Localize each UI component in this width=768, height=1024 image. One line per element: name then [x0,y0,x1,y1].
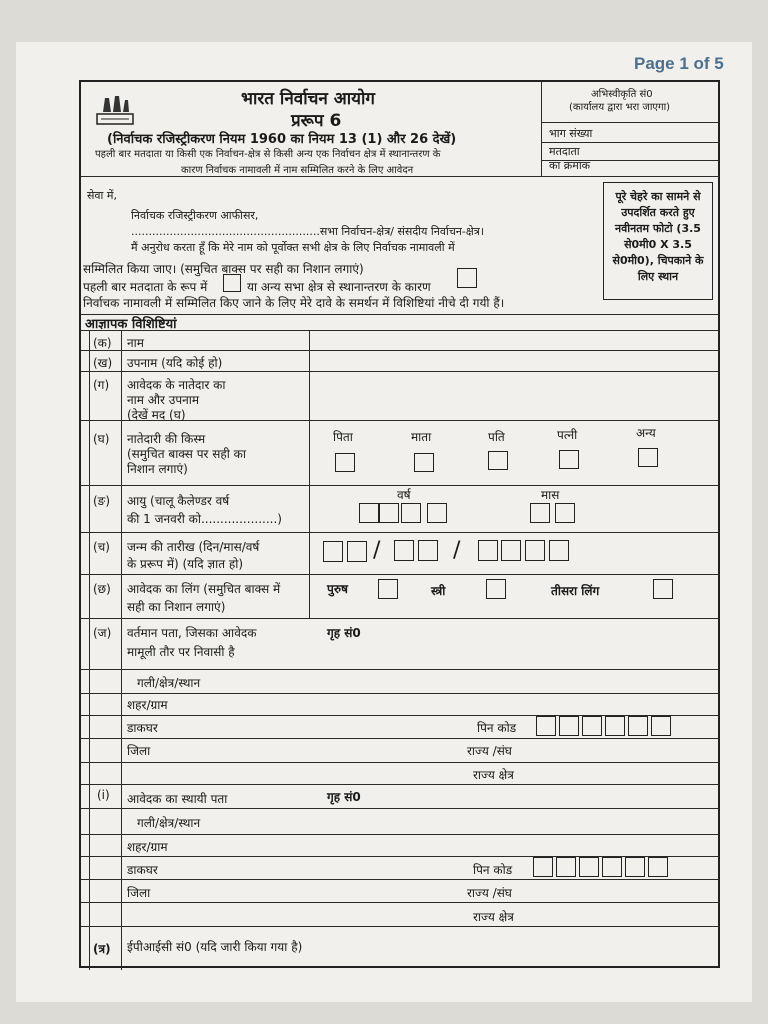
age-months-digit-1[interactable] [530,503,550,523]
page-number: Page 1 of 5 [634,54,724,73]
name-label: नाम [127,336,144,350]
permanent-town-label: शहर/ग्राम [127,840,168,854]
eci-logo-icon [93,92,137,128]
present-pin-digit-1[interactable] [536,716,556,736]
relation-wife-label: पत्नी [557,428,578,442]
relative-name-label-3: (देखें मद (घ) [127,408,186,422]
permanent-state-area-label: राज्य क्षेत्र [473,910,514,924]
permanent-pin-digit-5[interactable] [625,857,645,877]
age-label-2: की 1 जनवरी को....................) [127,512,282,526]
purpose-line-1: पहली बार मतदाता या किसी एक निर्वाचन-क्षेत्र से किसी अन्य एक निर्वाचन क्षेत्र में स्थानान्तरण के [95,149,441,160]
dob-separator-2: / [453,538,461,563]
request-line: मैं अनुरोध करता हूँ कि मेरे नाम को पूर्वोक्त सभी क्षेत्र के लिए निर्वाचक नामावली में [131,241,455,254]
present-district-label: जिला [127,744,151,758]
dob-day-digit-1[interactable] [323,541,343,562]
officer-line: निर्वाचक रजिस्ट्रीकरण आफीसर, [131,209,259,222]
present-street-label: गली/क्षेत्र/स्थान [137,676,201,690]
field-code-chha: (छ) [93,582,111,596]
gender-male-checkbox[interactable] [378,579,398,599]
dob-label-1: जन्म की तारीख (दिन/मास/वर्ष [127,540,260,554]
relative-name-label-1: आवेदक के नातेदार का [127,378,226,392]
gender-label-1: आवेदक का लिंग (समुचित बाक्स में [127,582,281,596]
form-number: प्ररूप 6 [291,111,342,131]
field-code-tra: (त्र) [93,942,111,956]
surname-input[interactable] [313,353,717,369]
rules-reference: (निर्वाचक रजिस्ट्रीकरण नियम 1960 का नियम 13 (1) और 26 देखें) [107,132,457,147]
present-post-office-label: डाकघर [127,721,158,735]
photo-placeholder: पूरे चेहरे का सामने से उपदर्शित करते हुए नवीनतम फोटो (3.5 से0मी0 X 3.5 से0मी0), चिपकाने के लिए स्थान [603,182,713,300]
transfer-label: या अन्य सभा क्षेत्र से स्थानान्तरण के कारण [247,280,431,294]
relative-name-label-2: नाम और उपनाम [127,393,200,407]
permanent-pin-digit-4[interactable] [602,857,622,877]
present-pin-digit-6[interactable] [651,716,671,736]
dob-label-2: के प्ररूप में) (यदि ज्ञात हो) [127,557,244,571]
present-town-label: शहर/ग्राम [127,698,168,712]
relation-husband-checkbox[interactable] [488,451,508,470]
salutation: सेवा में, [87,189,117,202]
dob-day-digit-2[interactable] [347,541,367,562]
age-years-digit-3[interactable] [401,503,421,523]
dob-year-digit-4[interactable] [549,540,569,561]
form-6 [79,80,720,968]
relation-type-label-2: (समुचित बाक्स पर सही का [127,447,246,461]
permanent-state-label: राज्य /संघ [467,886,512,900]
purpose-line-2: कारण निर्वाचक नामावली में नाम सम्मिलित करने के लिए आवेदन [181,165,414,176]
relation-father-checkbox[interactable] [335,453,355,472]
present-state-area-label: राज्य क्षेत्र [473,768,514,782]
dob-month-digit-1[interactable] [394,540,414,561]
first-time-label: पहली बार मतदाता के रूप में [83,280,208,294]
permanent-address-label: आवेदक का स्थायी पता [127,792,228,806]
age-months-label: मास [541,488,560,502]
present-address-label-1: वर्तमान पता, जिसका आवेदक [127,626,257,640]
transfer-checkbox[interactable] [457,268,477,288]
relation-husband-label: पति [488,430,505,444]
relation-mother-label: माता [411,430,432,444]
name-input[interactable] [313,332,717,348]
include-line: सम्मिलित किया जाए। (समुचित बाक्स पर सही का निशान लगाएं) [83,262,364,276]
permanent-street-label: गली/क्षेत्र/स्थान [137,816,201,830]
section-title: आज्ञापक विशिष्टियां [85,317,177,332]
relation-other-checkbox[interactable] [638,448,658,467]
present-pin-label: पिन कोड [477,721,517,735]
field-code-ja: (ज) [93,626,112,640]
permanent-district-label: जिला [127,886,151,900]
epic-label: ईपीआईसी सं0 (यदि जारी किया गया है) [127,940,303,954]
claim-line: निर्वाचक नामावली में सम्मिलित किए जाने के लिए मेरे दावे के समर्थन में विशिष्टियां नीचे दी गयी हैं। [83,296,505,310]
field-code-i: (i) [97,788,110,802]
field-code-kha: (ख) [93,356,113,370]
age-years-label: वर्ष [397,488,411,502]
permanent-house-label: गृह सं0 [327,790,361,804]
voter-serial-label-1: मतदाता [549,145,580,158]
relation-mother-checkbox[interactable] [414,453,434,472]
field-code-gha: (घ) [93,432,110,446]
relation-other-label: अन्य [636,426,656,440]
first-time-voter-checkbox[interactable] [223,274,241,292]
gender-third-label: तीसरा लिंग [551,584,600,598]
ack-number-label: अभिस्वीकृति सं0 [591,89,653,100]
permanent-pin-digit-6[interactable] [648,857,668,877]
present-pin-digit-2[interactable] [559,716,579,736]
present-state-label: राज्य /संघ [467,744,512,758]
epic-input[interactable] [321,932,717,964]
gender-third-checkbox[interactable] [653,579,673,599]
dob-separator-1: / [373,538,381,563]
age-years-digit-4[interactable] [427,503,447,523]
dob-year-digit-2[interactable] [501,540,521,561]
part-number-label: भाग संख्या [549,127,593,140]
field-code-ka: (क) [93,336,112,350]
relation-wife-checkbox[interactable] [559,450,579,469]
permanent-pin-digit-1[interactable] [533,857,553,877]
ack-number-note: (कार्यालय द्वारा भरा जाएगा) [569,102,671,113]
dob-year-digit-1[interactable] [478,540,498,561]
gender-female-label: स्त्री [431,584,446,598]
relative-name-input[interactable] [313,374,717,418]
voter-serial-label-2: का क्रमांक [549,159,591,172]
present-pin-digit-3[interactable] [582,716,602,736]
permanent-pin-label: पिन कोड [473,863,513,877]
permanent-pin-digit-2[interactable] [556,857,576,877]
permanent-pin-digit-3[interactable] [579,857,599,877]
age-months-digit-2[interactable] [555,503,575,523]
present-pin-digit-4[interactable] [605,716,625,736]
present-address-label-2: मामूली तौर पर निवासी है [127,645,235,659]
gender-label-2: सही का निशान लगाएं) [127,600,226,614]
relation-type-label-3: निशान लगाएं) [127,462,188,476]
commission-name: भारत निर्वाचन आयोग [241,89,375,109]
age-years-digit-2[interactable] [379,503,399,523]
dob-month-digit-2[interactable] [418,540,438,561]
present-house-label: गृह सं0 [327,626,361,640]
field-code-nga: (ङ) [93,494,111,508]
gender-male-label: पुरुष [327,582,348,596]
relation-type-label-1: नातेदारी की किस्म [127,432,206,446]
age-years-digit-1[interactable] [359,503,379,523]
surname-label: उपनाम (यदि कोई हो) [127,356,223,370]
age-label-1: आयु (चालू कैलेण्डर वर्ष [127,494,230,508]
dob-year-digit-3[interactable] [525,540,545,561]
relation-father-label: पिता [333,430,353,444]
present-pin-digit-5[interactable] [628,716,648,736]
constituency-line: ......................................................सभा निर्वाचन-क्षेत्र/ संसदीय निर्वाचन-क्षेत्र। [131,225,485,238]
gender-female-checkbox[interactable] [486,579,506,599]
field-code-cha: (च) [93,540,110,554]
permanent-post-office-label: डाकघर [127,863,158,877]
field-code-ga: (ग) [93,378,110,392]
